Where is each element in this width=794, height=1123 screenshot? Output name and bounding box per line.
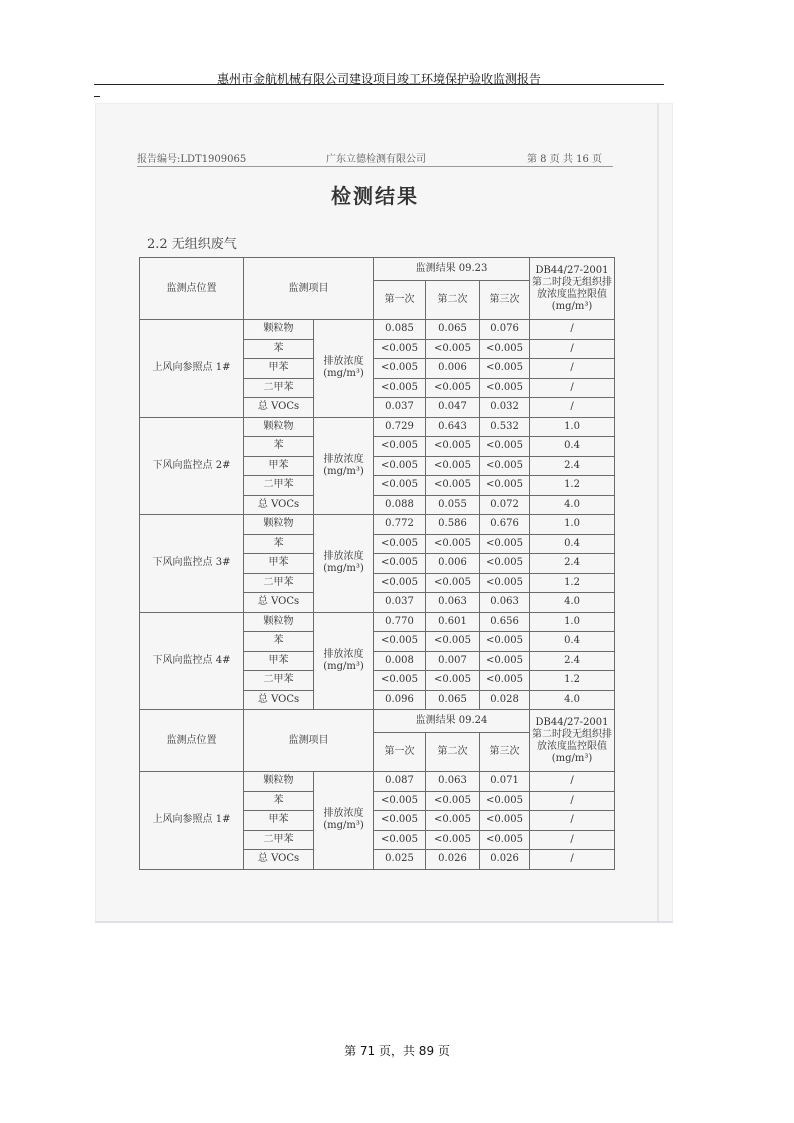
report-number: 报告编号:LDT1909065 — [137, 154, 247, 165]
pollutant-item: 总 VOCs — [244, 398, 314, 418]
measured-value: 0.071 — [480, 772, 530, 792]
pollutant-item: 总 VOCs — [244, 593, 314, 613]
pollutant-item: 二甲苯 — [244, 476, 314, 496]
unit-label: 排放浓度(mg/m³) — [314, 772, 374, 870]
limit-value: / — [530, 811, 615, 831]
measured-value: <0.005 — [426, 378, 480, 398]
header-location: 监测点位置 — [140, 710, 244, 772]
unit-label: 排放浓度(mg/m³) — [314, 515, 374, 613]
measured-value: <0.005 — [374, 437, 426, 457]
measured-value: <0.005 — [374, 554, 426, 574]
results-table — [139, 257, 615, 870]
header-tick-mark — [94, 96, 100, 97]
pollutant-item: 甲苯 — [244, 554, 314, 574]
measured-value: <0.005 — [374, 378, 426, 398]
header-standard-limit: DB44/27-2001 第二时段无组织排放浓度监控限值(mg/m³) — [530, 258, 615, 320]
measured-value: <0.005 — [480, 437, 530, 457]
measured-value: <0.005 — [426, 671, 480, 691]
measured-value: 0.028 — [480, 690, 530, 710]
pollutant-item: 二甲苯 — [244, 830, 314, 850]
measured-value: <0.005 — [426, 791, 480, 811]
measured-value: 0.063 — [426, 593, 480, 613]
header-run: 第一次 — [374, 733, 426, 772]
measured-value: 0.532 — [480, 417, 530, 437]
measured-value: 0.085 — [374, 320, 426, 340]
pollutant-item: 总 VOCs — [244, 495, 314, 515]
measured-value: <0.005 — [480, 632, 530, 652]
measured-value: 0.025 — [374, 850, 426, 870]
limit-value: / — [530, 830, 615, 850]
measured-value: 0.772 — [374, 515, 426, 535]
header-run: 第二次 — [426, 733, 480, 772]
table-row — [140, 417, 615, 437]
measured-value: <0.005 — [426, 632, 480, 652]
pollutant-item: 苯 — [244, 534, 314, 554]
limit-value: 1.0 — [530, 417, 615, 437]
pollutant-item: 二甲苯 — [244, 671, 314, 691]
measured-value: <0.005 — [480, 651, 530, 671]
measured-value: <0.005 — [426, 339, 480, 359]
measured-value: 0.037 — [374, 398, 426, 418]
measured-value: <0.005 — [374, 359, 426, 379]
measured-value: 0.729 — [374, 417, 426, 437]
measured-value: <0.005 — [374, 632, 426, 652]
measured-value: <0.005 — [374, 573, 426, 593]
measured-value: <0.005 — [480, 830, 530, 850]
measured-value: <0.005 — [374, 830, 426, 850]
measured-value: <0.005 — [480, 339, 530, 359]
pollutant-item: 甲苯 — [244, 359, 314, 379]
measured-value: <0.005 — [480, 378, 530, 398]
measured-value: 0.586 — [426, 515, 480, 535]
limit-value: 1.2 — [530, 476, 615, 496]
measured-value: 0.063 — [426, 772, 480, 792]
pollutant-item: 颗粒物 — [244, 515, 314, 535]
meta-rule — [137, 166, 613, 167]
pollutant-item: 颗粒物 — [244, 772, 314, 792]
limit-value: / — [530, 359, 615, 379]
measured-value: 0.076 — [480, 320, 530, 340]
header-standard-limit: DB44/27-2001 第二时段无组织排放浓度监控限值(mg/m³) — [530, 710, 615, 772]
measured-value: <0.005 — [480, 573, 530, 593]
site-name: 下风向监控点 3# — [140, 515, 244, 613]
measured-value: <0.005 — [426, 456, 480, 476]
measured-value: <0.005 — [426, 476, 480, 496]
pollutant-item: 二甲苯 — [244, 378, 314, 398]
header-run: 第二次 — [426, 281, 480, 320]
pollutant-item: 苯 — [244, 791, 314, 811]
measured-value: 0.055 — [426, 495, 480, 515]
measured-value: <0.005 — [480, 791, 530, 811]
measured-value: <0.005 — [374, 791, 426, 811]
measured-value: <0.005 — [480, 476, 530, 496]
header-item: 监测项目 — [244, 258, 374, 320]
header-run: 第三次 — [480, 733, 530, 772]
measured-value: <0.005 — [480, 554, 530, 574]
table-row — [140, 320, 615, 340]
pollutant-item: 颗粒物 — [244, 320, 314, 340]
measured-value: <0.005 — [374, 671, 426, 691]
measured-value: 0.063 — [480, 593, 530, 613]
measured-value: 0.676 — [480, 515, 530, 535]
measured-value: <0.005 — [374, 476, 426, 496]
measured-value: 0.006 — [426, 359, 480, 379]
measured-value: <0.005 — [480, 359, 530, 379]
limit-value: / — [530, 320, 615, 340]
limit-value: / — [530, 791, 615, 811]
measured-value: <0.005 — [480, 811, 530, 831]
header-location: 监测点位置 — [140, 258, 244, 320]
measured-value: 0.037 — [374, 593, 426, 613]
site-name: 下风向监控点 2# — [140, 417, 244, 515]
limit-value: / — [530, 772, 615, 792]
pollutant-item: 甲苯 — [244, 811, 314, 831]
pollutant-item: 苯 — [244, 339, 314, 359]
header-row — [140, 710, 615, 733]
site-name: 下风向监控点 4# — [140, 612, 244, 710]
measured-value: 0.601 — [426, 612, 480, 632]
measured-value: <0.005 — [426, 437, 480, 457]
pollutant-item: 苯 — [244, 632, 314, 652]
limit-value: 4.0 — [530, 495, 615, 515]
measured-value: <0.005 — [374, 534, 426, 554]
site-name: 上风向参照点 1# — [140, 320, 244, 418]
pollutant-item: 二甲苯 — [244, 573, 314, 593]
measured-value: 0.065 — [426, 690, 480, 710]
header-run: 第三次 — [480, 281, 530, 320]
measured-value: 0.047 — [426, 398, 480, 418]
limit-value: 2.4 — [530, 651, 615, 671]
limit-value: 2.4 — [530, 554, 615, 574]
page-title: 检测结果 — [331, 184, 419, 208]
table-row — [140, 612, 615, 632]
scan-edge-bottom — [95, 921, 673, 923]
measured-value: <0.005 — [426, 811, 480, 831]
measured-value: <0.005 — [426, 573, 480, 593]
testing-company: 广东立德检测有限公司 — [326, 154, 426, 165]
measured-value: 0.656 — [480, 612, 530, 632]
measured-value: 0.643 — [426, 417, 480, 437]
measured-value: <0.005 — [480, 671, 530, 691]
measured-value: 0.026 — [480, 850, 530, 870]
measured-value: 0.072 — [480, 495, 530, 515]
measured-value: <0.005 — [374, 339, 426, 359]
measured-value: <0.005 — [480, 456, 530, 476]
pollutant-item: 甲苯 — [244, 456, 314, 476]
measured-value: 0.032 — [480, 398, 530, 418]
limit-value: 1.2 — [530, 573, 615, 593]
measured-value: <0.005 — [426, 830, 480, 850]
limit-value: 2.4 — [530, 456, 615, 476]
measured-value: <0.005 — [426, 534, 480, 554]
measured-value: 0.087 — [374, 772, 426, 792]
pollutant-item: 甲苯 — [244, 651, 314, 671]
site-name: 上风向参照点 1# — [140, 772, 244, 870]
limit-value: 0.4 — [530, 437, 615, 457]
limit-value: 0.4 — [530, 632, 615, 652]
unit-label: 排放浓度(mg/m³) — [314, 320, 374, 418]
header-result-date: 监测结果 09.24 — [374, 710, 530, 733]
measured-value: 0.026 — [426, 850, 480, 870]
limit-value: 4.0 — [530, 690, 615, 710]
page-footer: 第 71 页，共 89 页 — [344, 1044, 450, 1058]
unit-label: 排放浓度(mg/m³) — [314, 417, 374, 515]
scan-edge-right — [657, 103, 659, 923]
measured-value: 0.088 — [374, 495, 426, 515]
limit-value: / — [530, 339, 615, 359]
measured-value: <0.005 — [374, 811, 426, 831]
unit-label: 排放浓度(mg/m³) — [314, 612, 374, 710]
measured-value: <0.005 — [374, 456, 426, 476]
measured-value: 0.007 — [426, 651, 480, 671]
limit-value: / — [530, 398, 615, 418]
measured-value: 0.770 — [374, 612, 426, 632]
limit-value: 1.0 — [530, 612, 615, 632]
section-heading: 2.2 无组织废气 — [147, 237, 237, 252]
limit-value: 4.0 — [530, 593, 615, 613]
report-page-indicator: 第 8 页 共 16 页 — [527, 154, 602, 165]
pollutant-item: 颗粒物 — [244, 417, 314, 437]
pollutant-item: 颗粒物 — [244, 612, 314, 632]
header-result-date: 监测结果 09.23 — [374, 258, 530, 281]
table-row — [140, 772, 615, 792]
pollutant-item: 总 VOCs — [244, 690, 314, 710]
header-run: 第一次 — [374, 281, 426, 320]
limit-value: / — [530, 850, 615, 870]
limit-value: 1.0 — [530, 515, 615, 535]
limit-value: / — [530, 378, 615, 398]
measured-value: 0.096 — [374, 690, 426, 710]
measured-value: 0.008 — [374, 651, 426, 671]
limit-value: 0.4 — [530, 534, 615, 554]
header-rule — [94, 84, 664, 85]
measured-value: 0.065 — [426, 320, 480, 340]
limit-value: 1.2 — [530, 671, 615, 691]
measured-value: 0.006 — [426, 554, 480, 574]
header-row — [140, 258, 615, 281]
document-header: 惠州市金航机械有限公司建设项目竣工环境保护验收监测报告 — [216, 72, 541, 86]
pollutant-item: 苯 — [244, 437, 314, 457]
header-item: 监测项目 — [244, 710, 374, 772]
table-row — [140, 515, 615, 535]
measured-value: <0.005 — [480, 534, 530, 554]
pollutant-item: 总 VOCs — [244, 850, 314, 870]
